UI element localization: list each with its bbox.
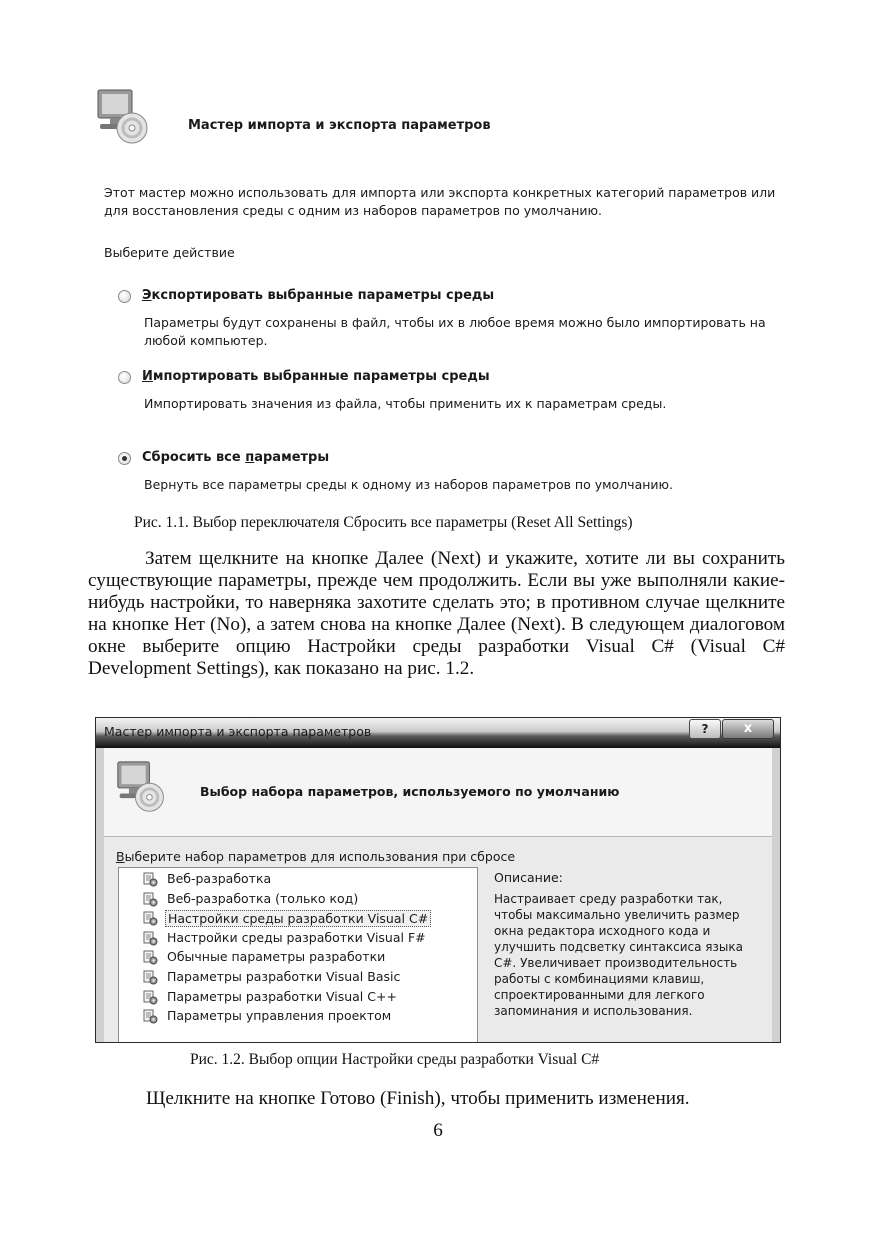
dialog-window-title: Мастер импорта и экспорта параметров [104,724,372,739]
settings-file-icon [143,950,158,965]
option-export-label: Экспортировать выбранные параметры среды [142,288,495,303]
settings-list-item-label: Веб-разработка [167,871,272,886]
settings-list-item-label: Параметры разработки Visual C++ [167,988,397,1004]
closing-sentence: Щелкните на кнопке Готово (Finish), чтобы применить изменения. [146,1088,690,1109]
figure-1-caption: Рис. 1.1. Выбор переключателя Сбросить все параметры (Reset All Settings) [134,514,633,531]
settings-prompt: Выберите набор параметров для использования при сбросе [116,849,516,864]
settings-file-icon [143,970,158,985]
settings-file-icon [143,911,158,926]
settings-list-item-label: Параметры управления проектом [167,1008,392,1024]
figure-2-caption: Рис. 1.2. Выбор опции Настройки среды разработки Visual C# [190,1051,600,1068]
description-text: Настраивает среду разработки так, чтобы максимально увеличить размер окна редактора исходного кода и улучшить подсветку синтаксиса языка C#. Увеличивает производительность работы с комбинациями клавиш, спроектированными для легкого запоминания и использования. [494,892,743,1018]
choose-action-label: Выберите действие [104,245,235,260]
settings-list-item-label: Параметры разработки Visual Basic [167,969,401,984]
dialog-header-title: Выбор набора параметров, используемого по умолчанию [200,784,620,799]
dialog-header [104,748,772,836]
settings-list-item-label: Веб-разработка (только код) [167,890,359,906]
page-number: 6 [433,1120,443,1141]
close-button[interactable]: x [722,719,774,739]
settings-list-item-label: Настройки среды разработки Visual C# [165,910,431,927]
settings-file-icon [143,931,158,946]
radio-import[interactable] [118,371,131,384]
wizard-intro: Этот мастер можно использовать для импорта или экспорта конкретных категорий параметров или для восстановления среды с одним из наборов параметров по умолчанию. [104,185,776,218]
dialog-body [104,836,772,1043]
settings-file-icon [143,990,158,1005]
dialog-titlebar[interactable] [96,718,780,748]
radio-export[interactable] [118,290,131,303]
settings-wizard-icon [94,88,154,146]
wizard-title: Мастер импорта и экспорта параметров [188,118,491,133]
body-paragraph: Затем щелкните на кнопке Далее (Next) и укажите, хотите ли вы сохранить существующие параметры, прежде чем продолжить. Если вы уже выполняли какие-нибудь настройки, то наверняка захотите сделать это; в противном случае щелкните на кнопке Нет (No), а затем снова на кнопке Далее (Next). В следующем диалоговом окне выберите опцию Настройки среды разработки Visual C# (Visual C# Development Settings), как показано на рис. 1.2. [88,548,785,679]
option-import-description: Импортировать значения из файла, чтобы применить их к параметрам среды. [144,396,667,411]
description-label: Описание: [494,870,563,885]
settings-list-item-label: Обычные параметры разработки [167,949,386,965]
settings-list[interactable] [118,867,478,1043]
settings-list-item-label: Настройки среды разработки Visual F# [167,929,426,945]
settings-dialog [95,717,781,1043]
settings-wizard-icon [114,760,170,814]
settings-file-icon [143,872,158,887]
option-reset-label: Сбросить все параметры [142,450,330,465]
option-export-description: Параметры будут сохранены в файл, чтобы их в любое время можно было импортировать на любой компьютер. [144,315,766,348]
help-button[interactable]: ? [689,719,721,739]
settings-file-icon [143,892,158,907]
radio-reset-selected[interactable] [118,452,131,465]
option-reset-description: Вернуть все параметры среды к одному из наборов параметров по умолчанию. [144,477,674,492]
settings-file-icon [143,1009,158,1024]
option-import-label: Импортировать выбранные параметры среды [142,369,490,384]
